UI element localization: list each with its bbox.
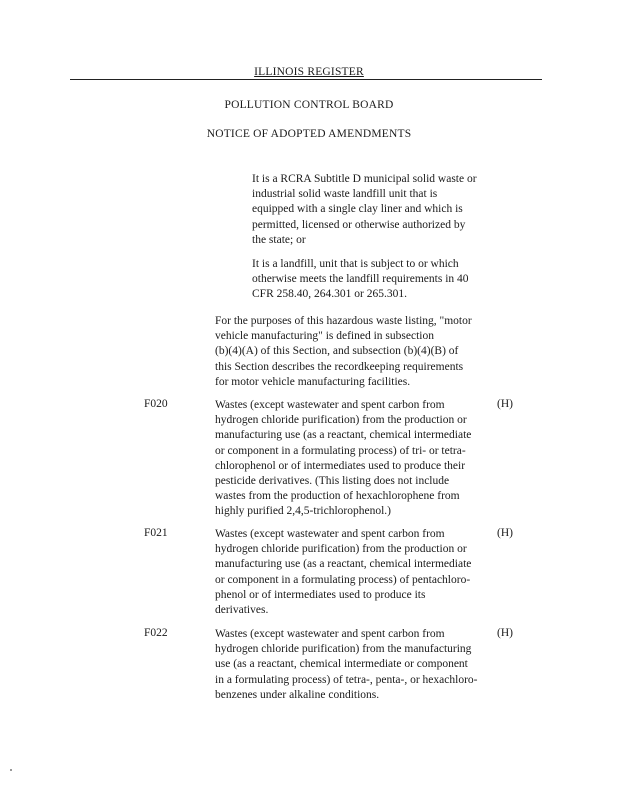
- waste-code-f020: F020: [144, 398, 168, 410]
- hazard-code-f021: (H): [497, 527, 513, 539]
- waste-code-f021: F021: [144, 527, 168, 539]
- board-name: POLLUTION CONTROL BOARD: [224, 99, 394, 111]
- hazard-code-f020: (H): [497, 398, 513, 410]
- subparagraph-clay-liner: It is a RCRA Subtitle D municipal solid waste or industrial solid waste landfill unit that is equipped with a single clay liner and which is permitted, licensed or otherwise authorized by the state; or: [252, 173, 477, 246]
- register-title: ILLINOIS REGISTER: [254, 66, 364, 78]
- waste-description-f020: Wastes (except wastewater and spent carbon from hydrogen chloride purification) from the production or manufacturing use (as a reactant, chemical intermediate or component in a formulating process) of tri- or tetra- chlorophenol or of intermediates used to produce their pesticide derivatives. (This listing does not include wastes from the production of hexachlorophene from highly purified 2,4,5-trichlorophenol.): [215, 399, 472, 518]
- purpose-paragraph: For the purposes of this hazardous waste listing, "motor vehicle manufacturing" is defined in subsection (b)(4)(A) of this Section, and subsection (b)(4)(B) of this Section describes the recordkeeping requirements for motor vehicle manufacturing facilities.: [215, 315, 472, 388]
- waste-description-f022: Wastes (except wastewater and spent carbon from hydrogen chloride purification) from the manufacturing use (as a reactant, chemical intermediate or component in a formulating process) of tetra-, penta-, or hexachloro- benzenes under alkaline conditions.: [215, 628, 478, 701]
- subparagraph-landfill: It is a landfill, unit that is subject to or which otherwise meets the landfill requirements in 40 CFR 258.40, 264.301 or 265.301.: [252, 258, 469, 301]
- header-rule: [70, 79, 542, 80]
- notice-title: NOTICE OF ADOPTED AMENDMENTS: [206, 128, 412, 140]
- scan-speck: [10, 769, 12, 771]
- waste-code-f022: F022: [144, 627, 168, 639]
- waste-description-f021: Wastes (except wastewater and spent carbon from hydrogen chloride purification) from the production or manufacturing use (as a reactant, chemical intermediate or component in a formulating process) of pentachloro- phenol or of intermediates used to produce its derivatives.: [215, 528, 472, 617]
- hazard-code-f022: (H): [497, 627, 513, 639]
